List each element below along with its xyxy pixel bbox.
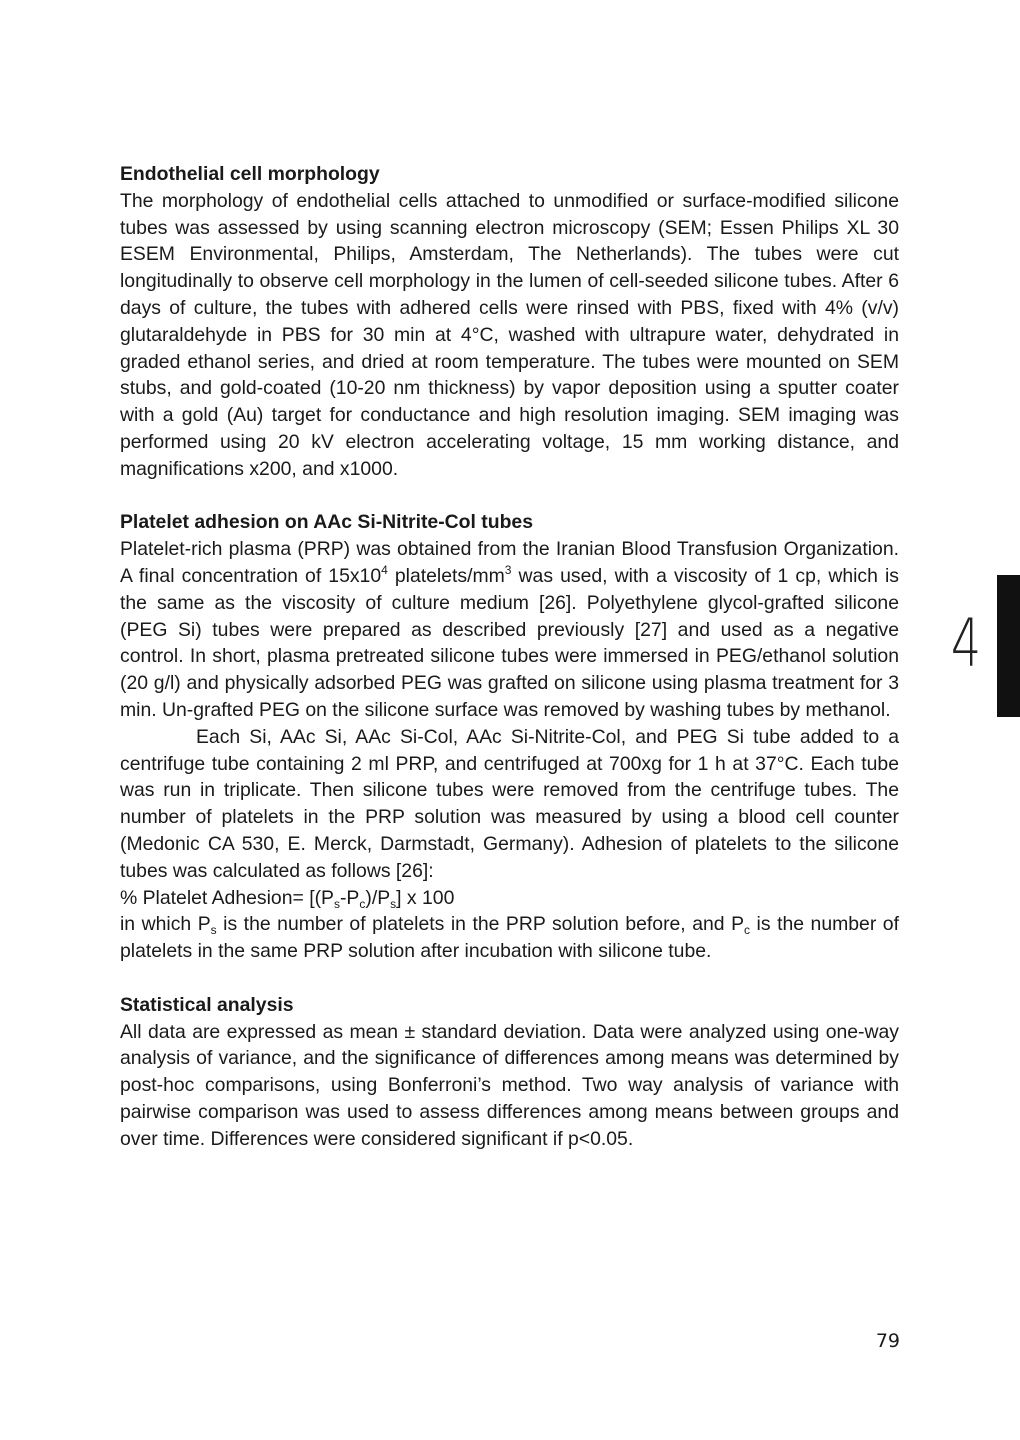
superscript: 4 (381, 562, 388, 577)
formula (120, 885, 899, 912)
page-body (120, 161, 899, 1152)
section-heading: Statistical analysis (120, 993, 294, 1016)
subscript: c (744, 923, 751, 938)
text-run: ] x 100 (396, 886, 455, 909)
text-run: % Platelet Adhesion= [(P (120, 886, 334, 909)
subscript: s (390, 896, 397, 911)
text-run: platelets/mm (387, 564, 505, 587)
text-run: was used, with a viscosity of 1 cp, which is the same as the viscosity of culture medium [26]. Polyethylene glycol-grafted silicone (PEG Si) tubes were prepared as described previously [27] and used as a negative control. In short, plasma pretreated silicone tubes were immersed in PEG/ethanol solution (20 g/l) and physically adsorbed PEG was grafted on silicone using plasma treatment for 3 min. Un-grafted PEG on the silicone surface was removed by washing tubes by methanol. (120, 564, 899, 721)
text-run: is the number of platelets in the same PRP solution after incubation with silicone tube. (120, 913, 899, 963)
section-heading: Endothelial cell morphology (120, 163, 380, 185)
text-run: is the number of platelets in the PRP solution before, and P (216, 913, 745, 936)
subscript: s (333, 896, 340, 911)
subscript: s (210, 923, 217, 938)
subscript: c (359, 896, 366, 911)
chapter-number: 4 (950, 605, 982, 682)
paragraph: All data are expressed as mean ± standard deviation. Data were analyzed using one-way analysis of variance, and the significance of differences among means was determined by post-hoc comparisons, using Bonferroni’s method. Two way analysis of variance with pairwise comparison was used to assess differences among means between groups and over time. Differences were considered significant if p<0.05. (120, 1020, 899, 1150)
text-run: )/P (365, 886, 391, 909)
superscript: 3 (504, 562, 512, 577)
paragraph (120, 911, 899, 965)
spacer (120, 483, 899, 510)
text-run: -P (339, 886, 360, 909)
paragraph: The morphology of endothelial cells attached to unmodified or surface-modified silicone tubes was assessed by using scanning electron microscopy (SEM; Essen Philips XL 30 ESEM Environmental, Philips, Amsterdam, The Netherlands). The tubes were cut longitudinally to observe cell morphology in the lumen of cell-seeded silicone tubes. After 6 days of culture, the tubes with adhered cells were rinsed with PBS, fixed with 4% (v/v) glutaraldehyde in PBS for 30 min at 4°C, washed with ultrapure water, dehydrated in graded ethanol series, and dried at room temperature. The tubes were mounted on SEM stubs, and gold-coated (10-20 nm thickness) by vapor deposition using a sputter coater with a gold (Au) target for conductance and high resolution imaging. SEM imaging was performed using 20 kV electron accelerating voltage, 15 mm working distance, and magnifications x200, and x1000. (120, 189, 899, 480)
section-heading: Platelet adhesion on AAc Si-Nitrite-Col tubes (120, 511, 533, 534)
text-run: Platelet-rich plasma (PRP) was obtained from the Iranian Blood Transfusion Organization. A final concentration of 15x10 (120, 538, 899, 587)
chapter-tab (997, 575, 1020, 717)
spacer (120, 965, 899, 992)
paragraph: Each Si, AAc Si, AAc Si-Col, AAc Si-Nitrite-Col, and PEG Si tube added to a centrifuge tube containing 2 ml PRP, and centrifuged at 700xg for 1 h at 37°C. Each tube was run in triplicate. Then silicone tubes were removed from the centrifuge tubes. The number of platelets in the PRP solution was measured by using a blood cell counter (Medonic CA 530, E. Merck, Darmstadt, Germany). Adhesion of platelets to the silicone tubes was calculated as follows [26]: (120, 725, 899, 882)
text-run: in which P (120, 913, 211, 936)
paragraph (120, 536, 899, 724)
page-number: 79 (875, 1330, 900, 1352)
